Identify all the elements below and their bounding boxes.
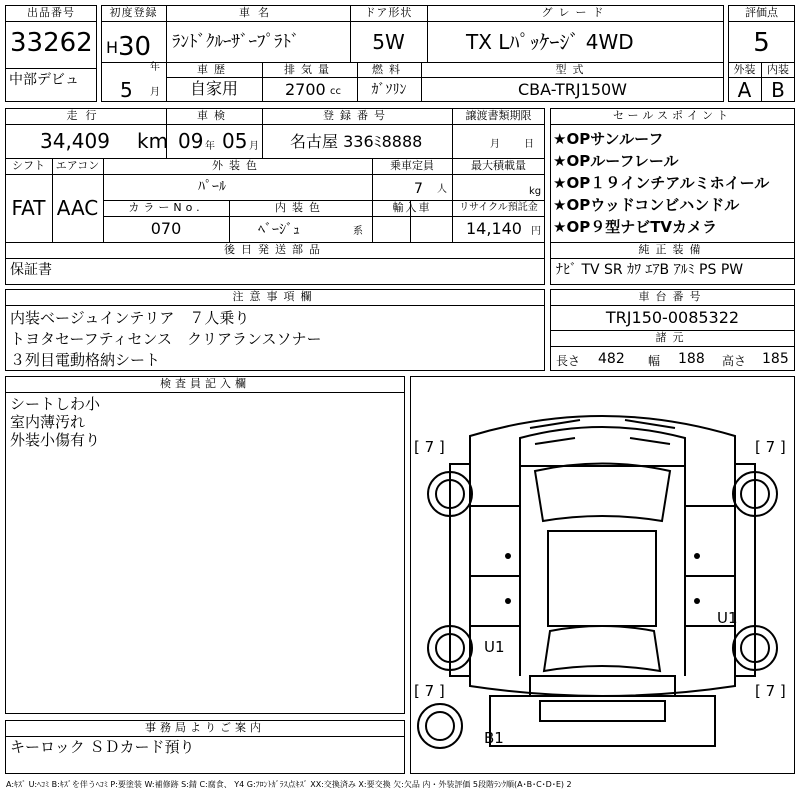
transfer-month-unit: 月 [490, 139, 500, 150]
capacity-label: 乗車定員 [390, 159, 434, 172]
sales-point: ★OP１９インチアルミホイール [553, 174, 770, 192]
import-label: 輸入車 [392, 201, 432, 214]
reg-year-unit: 年 [150, 62, 160, 73]
note-line: ３列目電動格納シート [10, 351, 161, 369]
reg-year: 30 [118, 32, 152, 62]
inspection-month: 05 [222, 129, 248, 153]
transfer-label: 譲渡書類期限 [465, 109, 532, 122]
shift: FAT [11, 196, 46, 220]
later-label: 後日発送部品 [224, 243, 326, 256]
lot-number: 33262 [10, 28, 93, 58]
height: 185 [762, 351, 789, 367]
int-grade-label: 内装 [767, 63, 789, 76]
score: 5 [753, 28, 770, 58]
tire-depth-rear-right: [ 7 ] [755, 682, 786, 700]
sales-point: ★OP９型ナビTVカメラ [553, 218, 718, 236]
reg-month: 5 [120, 78, 133, 102]
inspector-line: 室内薄汚れ [10, 413, 86, 431]
sales-label: セールスポイント [612, 109, 732, 122]
inspection-year: 09 [178, 129, 204, 153]
car-diagram [410, 376, 795, 774]
office-label: 事務局よりご案内 [145, 721, 265, 734]
sales-point: ★OPルーフレール [553, 152, 679, 170]
load-unit: kg [529, 186, 542, 197]
fuel: ｶﾞｿﾘﾝ [371, 82, 407, 98]
displacement: 2700 [285, 80, 326, 99]
door-type: 5W [372, 30, 405, 54]
chassis-number: TRJ150-0085322 [605, 308, 740, 327]
history-label: 車歴 [197, 63, 231, 76]
note-line: 内装ベージュインテリア ７人乗り [10, 309, 250, 327]
inspector-line: シートしわ小 [10, 395, 101, 413]
tire-depth-front-left: [ 7 ] [414, 438, 445, 456]
corner-name: 中部デビュ [9, 72, 79, 88]
legend: A:ｷｽﾞ U:ﾍｺﾐ B:ｷｽﾞを伴うﾍｺﾐ P:要塗装 W:補修跡 S:錆 C:腐食、 Y4 G:ﾌﾛﾝﾄｶﾞﾗｽ点ｷｽﾞ XX:交換済み X:要交換 欠:欠品 内・外装評価 5段階ﾗﾝｸ順(A･B･C･D･E) 2 [6, 780, 572, 789]
recycle-unit: 円 [531, 226, 541, 237]
mileage-label: 走行 [66, 109, 105, 122]
length-label: 長さ [556, 354, 581, 368]
int-grade: B [771, 78, 785, 102]
transfer-day-unit: 日 [524, 139, 534, 150]
ext-color: ﾊﾟｰﾙ [198, 179, 226, 195]
reg-month-unit: 月 [150, 87, 160, 98]
dims-label: 諸元 [655, 331, 690, 344]
displacement-label: 排気量 [284, 63, 335, 76]
capacity: 7 [414, 181, 423, 197]
later-parts: 保証書 [10, 262, 52, 278]
capacity-unit: 人 [437, 184, 447, 195]
history: 自家用 [189, 79, 238, 98]
notes-label: 注意事項欄 [232, 290, 318, 303]
recycle: 14,140 [466, 219, 522, 238]
ext-color-label: 外装色 [212, 159, 263, 172]
color-no: 070 [150, 219, 182, 238]
inspector-line: 外装小傷有り [10, 431, 101, 449]
mileage-unit: km [137, 129, 169, 153]
chassis-label: 車台番号 [638, 290, 707, 303]
equip-label: 純正装備 [638, 243, 707, 256]
grade: TX Lﾊﾟｯｹｰｼﾞ 4WD [466, 30, 634, 54]
length: 482 [598, 351, 625, 367]
equipment: ﾅﾋﾞ TV SR ｶﾜ ｴｱB ｱﾙﾐ PS PW [556, 262, 744, 278]
width-label: 幅 [648, 354, 661, 368]
ext-grade-label: 外装 [733, 63, 756, 76]
score-label: 評価点 [745, 6, 778, 19]
int-color-unit: 系 [353, 226, 363, 237]
inspection-label: 車検 [197, 109, 231, 122]
damage-mark-b1: B1 [484, 729, 504, 747]
damage-mark-u1-left: U1 [484, 638, 505, 656]
recycle-label: リサイクル預託金 [459, 202, 538, 213]
inspection-year-unit: 年 [205, 141, 215, 152]
fuel-label: 燃料 [372, 63, 406, 76]
int-color: ﾍﾞｰｼﾞｭ [258, 222, 300, 238]
int-color-label: 内装色 [275, 201, 326, 214]
damage-mark-u1-right: U1 [717, 609, 738, 627]
color-no-label: カラーNo. [128, 201, 204, 214]
inspector-notes [10, 395, 100, 449]
width: 188 [678, 351, 705, 367]
tire-depth-rear-left: [ 7 ] [414, 682, 445, 700]
displacement-unit: cc [330, 86, 341, 97]
sales-point-list [553, 128, 769, 238]
note-line: トヨタセーフティセンス クリアランスソナー [10, 330, 322, 348]
mileage: 34,409 [40, 129, 110, 153]
office-note: キーロック ＳＤカード預り [10, 738, 195, 756]
ac-label: エアコン [55, 159, 100, 172]
sales-point: ★OPサンルーフ [553, 130, 664, 148]
tire-depth-front-right: [ 7 ] [755, 438, 786, 456]
plate-label: 登録番号 [323, 109, 391, 122]
notes-list [10, 308, 322, 371]
first-reg-label: 初度登録 [109, 6, 158, 19]
height-label: 高さ [722, 354, 747, 368]
load-label: 最大積載量 [471, 159, 526, 172]
inspection-month-unit: 月 [249, 141, 259, 152]
model-label: 型式 [555, 63, 590, 76]
car-name: ﾗﾝﾄﾞｸﾙｰｻﾞｰﾌﾟﾗﾄﾞ [172, 32, 300, 52]
era: H [106, 38, 119, 57]
door-label: ドア形状 [364, 6, 413, 19]
plate: 名古屋 336ﾐ8888 [290, 132, 423, 151]
ext-grade: A [737, 78, 752, 102]
inspector-label: 検査員記入欄 [160, 377, 250, 390]
lot-label: 出品番号 [27, 6, 75, 19]
grade-label: グレード [541, 6, 610, 19]
model: CBA-TRJ150W [517, 80, 627, 99]
sales-point: ★OPウッドコンビハンドル [553, 196, 740, 214]
shift-label: シフト [12, 159, 45, 172]
ac: AAC [56, 196, 99, 220]
car-name-label: 車名 [239, 6, 277, 19]
